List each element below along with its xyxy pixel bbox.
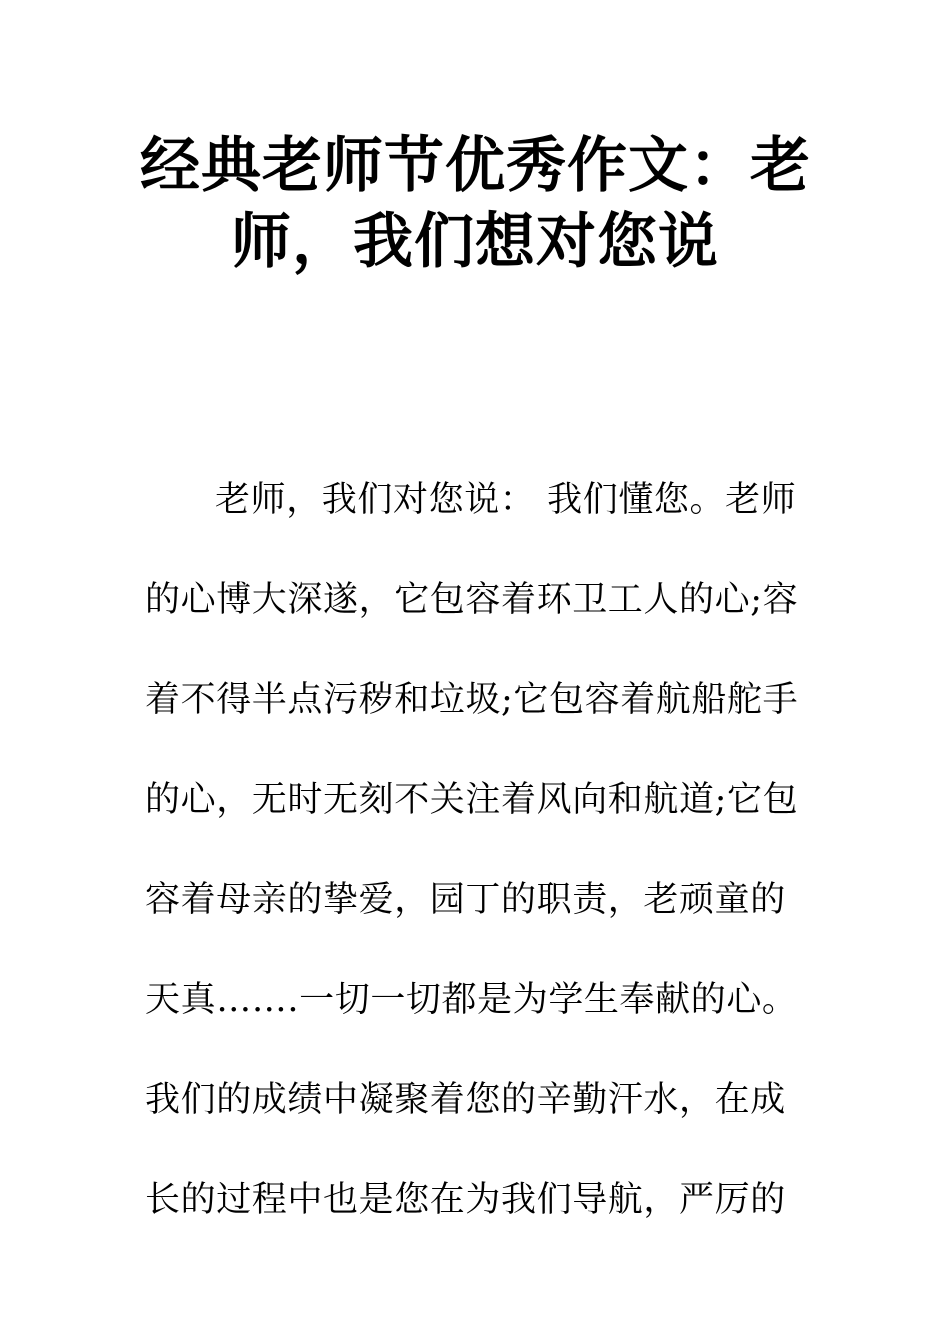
title-line-1: 经典老师节优秀作文：老 <box>140 131 811 201</box>
essay-body <box>145 472 810 1272</box>
paragraph-line: 着不得半点污秽和垃圾;它包容着航船舵手 <box>145 680 799 720</box>
paragraph-line: 的心，无时无刻不关注着风向和航道;它包 <box>145 780 799 820</box>
paragraph-line: 老师，我们对您说： 我们懂您。老师 <box>215 480 797 520</box>
paragraph-line: 天真…….一切一切都是为学生奉献的心。 <box>145 980 798 1020</box>
document-title <box>140 128 810 280</box>
paragraph-line: 的心博大深遂，它包容着环卫工人的心;容 <box>145 580 799 620</box>
paragraph-line: 长的过程中也是您在为我们导航，严厉的 <box>145 1180 786 1220</box>
title-line-2: 师，我们想对您说 <box>231 207 719 277</box>
paragraph-line: 容着母亲的挚爱，园丁的职责，老顽童的 <box>145 880 786 920</box>
paragraph-line: 我们的成绩中凝聚着您的辛勤汗水，在成 <box>145 1080 786 1120</box>
